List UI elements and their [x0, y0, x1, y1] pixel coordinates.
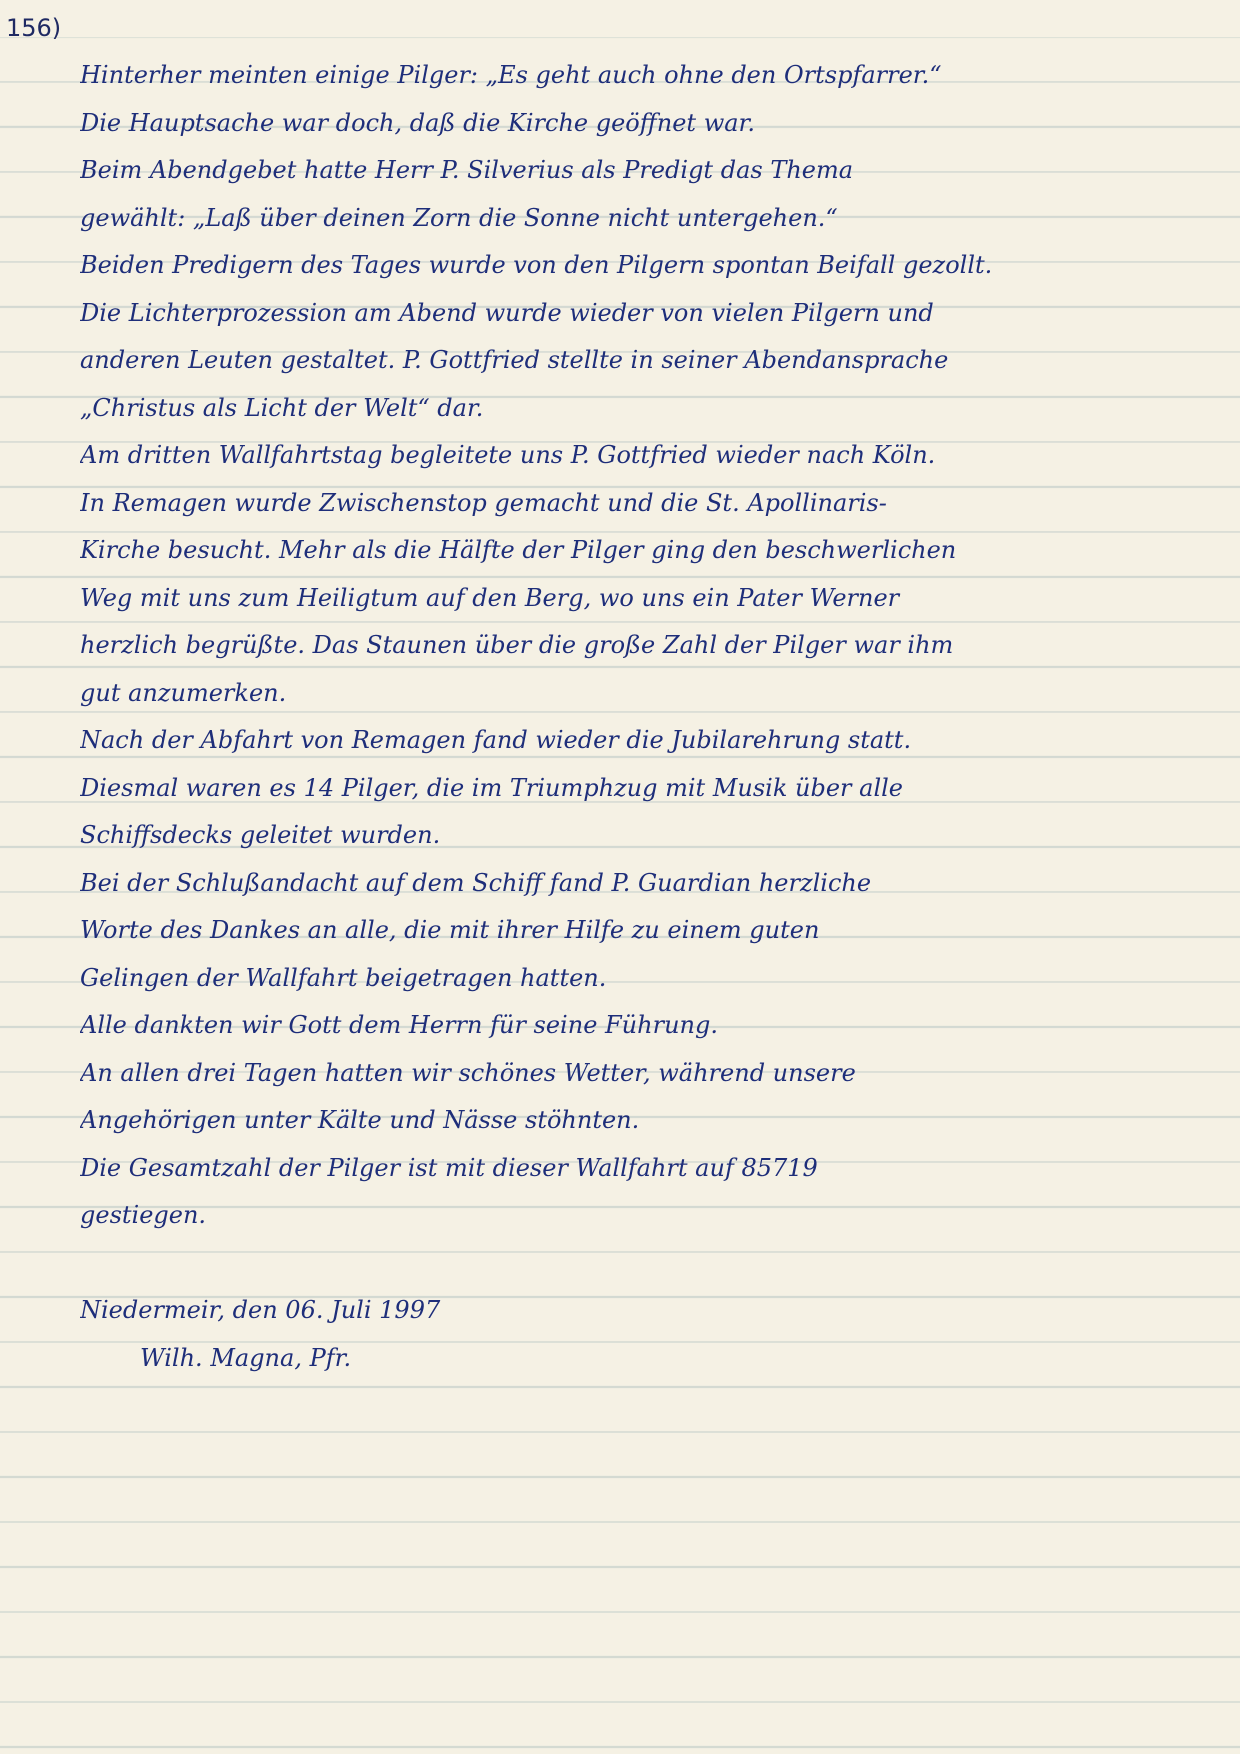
- text-line: Worte des Dankes an alle, die mit ihrer Hilfe zu einem guten: [80, 916, 820, 944]
- text-line: An allen drei Tagen hatten wir schönes Wetter, während unsere: [80, 1058, 856, 1087]
- handwritten-text: [80, 52, 1210, 1382]
- closing-place-date: Niedermeir, den 06. Juli 1997: [80, 1296, 441, 1324]
- signature: Wilh. Magna, Pfr.: [140, 1343, 352, 1372]
- text-line: Nach der Abfahrt von Remagen fand wieder die Jubilarehrung statt.: [80, 726, 912, 754]
- text-line: Kirche besucht. Mehr als die Hälfte der Pilger ging den beschwerlichen: [80, 536, 957, 564]
- text-line: Schiffsdecks geleitet wurden.: [80, 821, 441, 849]
- text-line: Diesmal waren es 14 Pilger, die im Triumphzug mit Musik über alle: [80, 773, 904, 802]
- text-line: herzlich begrüßte. Das Staunen über die große Zahl der Pilger war ihm: [80, 631, 954, 659]
- text-line: Alle dankten wir Gott dem Herrn für seine Führung.: [80, 1011, 718, 1039]
- text-line: In Remagen wurde Zwischenstop gemacht und die St. Apollinaris-: [80, 488, 887, 517]
- text-line: Am dritten Wallfahrtstag begleitete uns P. Gottfried wieder nach Köln.: [80, 441, 936, 469]
- text-line: Weg mit uns zum Heiligtum auf den Berg, wo uns ein Pater Werner: [80, 583, 900, 612]
- text-line: Beim Abendgebet hatte Herr P. Silverius als Predigt das Thema: [80, 156, 854, 184]
- text-line: Beiden Predigern des Tages wurde von den Pilgern spontan Beifall gezollt.: [80, 251, 993, 279]
- text-line: anderen Leuten gestaltet. P. Gottfried stellte in seiner Abendansprache: [80, 346, 949, 374]
- text-line: gewählt: „Laß über deinen Zorn die Sonne nicht untergehen.“: [80, 203, 838, 232]
- text-line: gestiegen.: [80, 1201, 207, 1229]
- text-line: Hinterher meinten einige Pilger: „Es geht auch ohne den Ortspfarrer.“: [80, 61, 942, 89]
- text-line: Angehörigen unter Kälte und Nässe stöhnten.: [80, 1106, 640, 1134]
- text-line: Die Gesamtzahl der Pilger ist mit dieser Wallfahrt auf 85719: [80, 1153, 818, 1182]
- text-line: Die Hauptsache war doch, daß die Kirche geöffnet war.: [80, 108, 756, 137]
- text-line: Bei der Schlußandacht auf dem Schiff fand P. Guardian herzliche: [80, 868, 872, 897]
- page-number: 156): [6, 14, 62, 42]
- text-line: „Christus als Licht der Welt“ dar.: [80, 393, 484, 422]
- text-line: Die Lichterprozession am Abend wurde wieder von vielen Pilgern und: [80, 298, 934, 327]
- text-line: gut anzumerken.: [80, 678, 287, 707]
- blank-line: [80, 1240, 1210, 1288]
- text-line: Gelingen der Wallfahrt beigetragen hatten.: [80, 963, 607, 992]
